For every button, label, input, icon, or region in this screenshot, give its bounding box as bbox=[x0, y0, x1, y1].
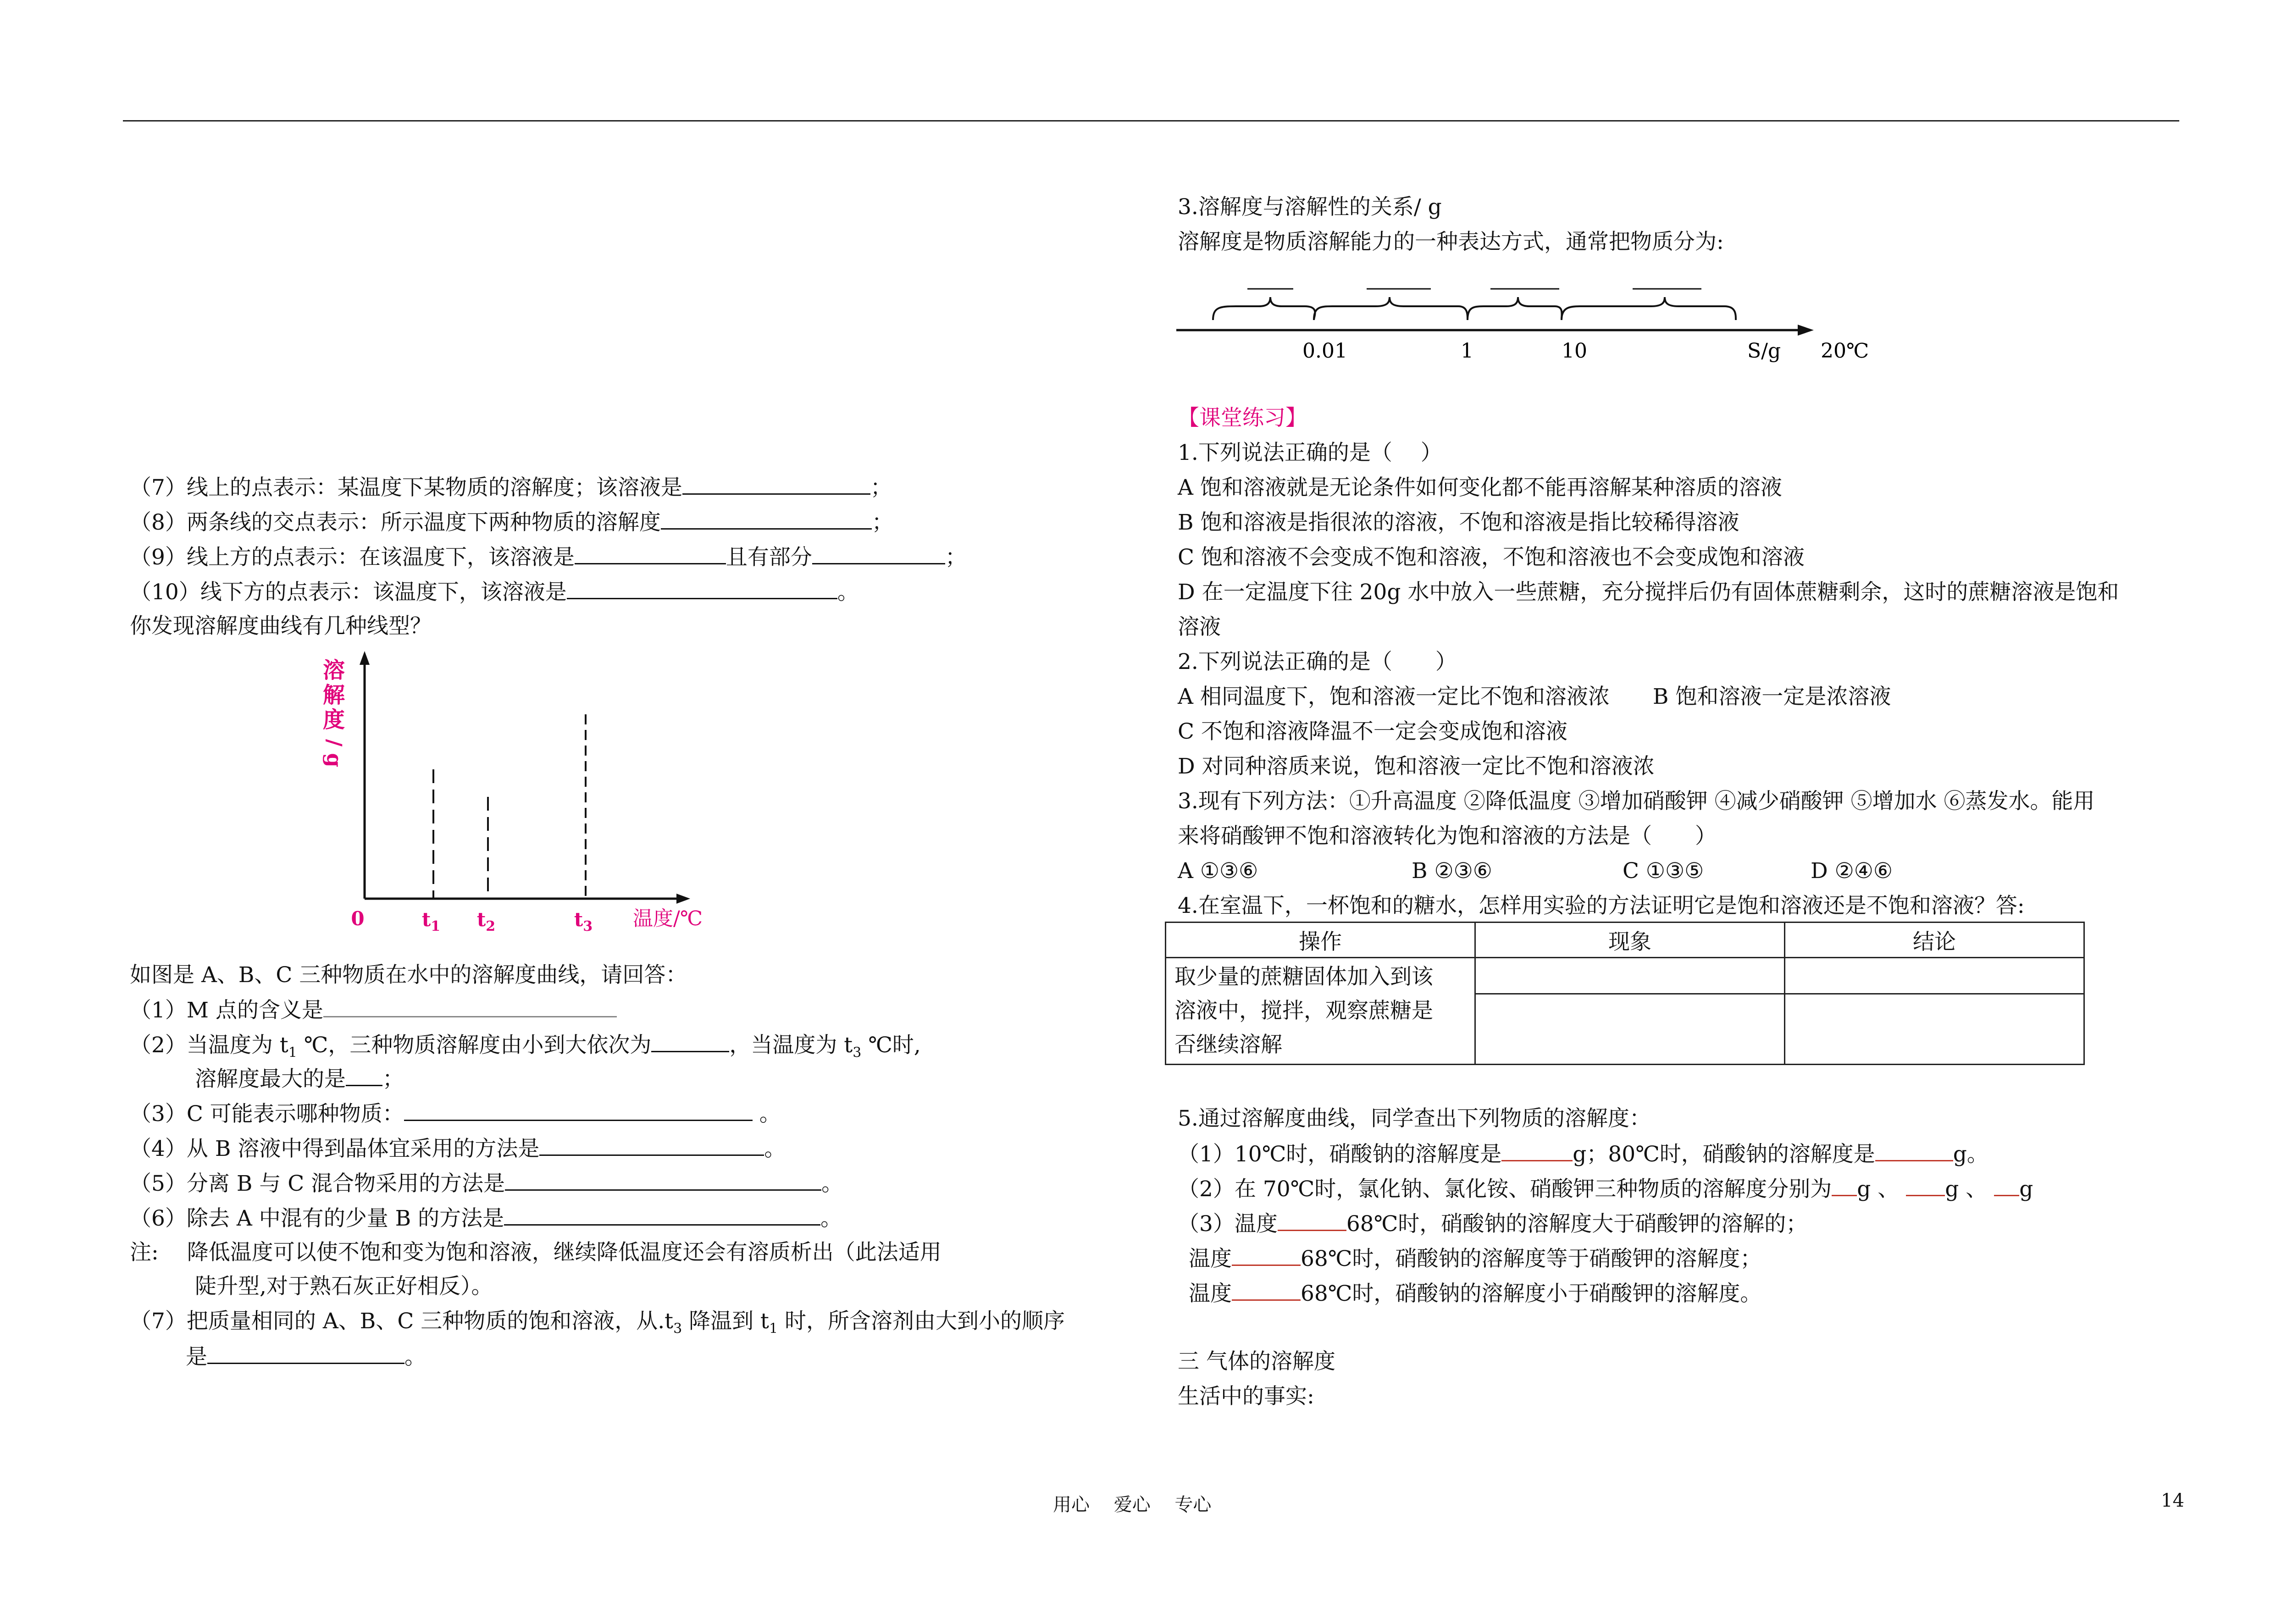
t3-label: $t_3$ bbox=[574, 908, 593, 934]
table-header-row bbox=[1166, 922, 2084, 958]
y-label-1: 溶 bbox=[322, 657, 345, 683]
practice-3-option-d: D ②④⑥ bbox=[1811, 858, 1893, 884]
answer-7-cont: 是 。 bbox=[186, 1342, 426, 1371]
practice-1-a: A 饱和溶液就是无论条件如何变化都不能再溶解某种溶质的溶液 bbox=[1178, 475, 1782, 500]
practice-3: 3.现有下列方法：①升高温度 ②降低温度 ③增加硝酸钾 ④减少硝酸钾 ⑤增加水 ⑥蒸发水。能用 bbox=[1178, 789, 2095, 814]
answer-2-cont: 溶解度最大的是 ； bbox=[195, 1065, 404, 1093]
y-label-5: g bbox=[322, 753, 346, 768]
item-10: （10）线下方的点表示：该温度下，该溶液是 。 bbox=[130, 578, 859, 606]
practice-1: 1.下列说法正确的是（ ） bbox=[1178, 440, 1442, 465]
note-2: 陡升型,对于熟石灰正好相反）。 bbox=[195, 1274, 493, 1299]
practice-5-2: （2）在 70℃时，氯化钠、氯化铵、硝酸钾三种物质的溶解度分别为 g 、 g 、 g bbox=[1178, 1175, 2033, 1203]
practice-4: 4.在室温下，一杯饱和的糖水，怎样用实验的方法证明它是饱和溶液还是不饱和溶液？答: bbox=[1178, 893, 2025, 918]
practice-3-option-a: A ①③⑥ bbox=[1178, 858, 1258, 884]
scale-temp: 20℃ bbox=[1821, 339, 1869, 363]
practice-3-option-b: B ②③⑥ bbox=[1412, 858, 1492, 884]
practice-1-d: D 在一定温度下往 20g 水中放入一些蔗糖，充分搅拌后仍有固体蔗糖剩余，这时的蔗糖溶液是饱和 bbox=[1178, 580, 2119, 605]
answer-5: （5）分离 B 与 C 混合物采用的方法是 。 bbox=[130, 1169, 843, 1198]
y-label-2: 解 bbox=[322, 682, 345, 708]
item-8: （8）两条线的交点表示：所示温度下两种物质的溶解度 ； bbox=[130, 508, 893, 536]
answer-6: （6）除去 A 中混有的少量 B 的方法是 。 bbox=[130, 1204, 842, 1232]
t2-label: $t_2$ bbox=[476, 908, 496, 934]
solubility-graph bbox=[316, 651, 729, 935]
table-cell-conclusion-2 bbox=[1785, 994, 2084, 1065]
section-3-heading: 3.溶解度与溶解性的关系/ g bbox=[1178, 194, 1442, 220]
x-axis-label: 温度/℃ bbox=[633, 907, 703, 930]
table-header-phenomenon: 现象 bbox=[1475, 922, 1785, 958]
section-3-desc: 溶解度是物质溶解能力的一种表达方式，通常把物质分为: bbox=[1178, 229, 1724, 254]
table-header-operation: 操作 bbox=[1166, 922, 1475, 958]
answer-4: （4）从 B 溶液中得到晶体宜采用的方法是 。 bbox=[130, 1134, 786, 1163]
table-header-conclusion: 结论 bbox=[1785, 922, 2084, 958]
y-label-4: / bbox=[322, 739, 346, 747]
scale-axis-arrow bbox=[1798, 325, 1814, 336]
practice-2: 2.下列说法正确的是（ ） bbox=[1178, 649, 1457, 674]
answer-1: （1）M 点的含义是 bbox=[130, 996, 617, 1024]
answer-2: （2）当温度为 $t_1$ ℃，三种物质溶解度由小到大依次为 ，当温度为 $t_3$ ℃时, bbox=[130, 1031, 921, 1066]
scale-unit: S/g bbox=[1747, 339, 1781, 363]
origin-label: 0 bbox=[351, 907, 365, 930]
header-rule bbox=[123, 120, 2179, 122]
practice-2-c: C 不饱和溶液降温不一定会变成饱和溶液 bbox=[1178, 719, 1567, 744]
y-axis-arrow bbox=[360, 651, 370, 665]
practice-5-3: （3）温度 68℃时，硝酸钠的溶解度大于硝酸钾的溶解的； bbox=[1178, 1210, 1807, 1238]
practice-5-5: 温度 68℃时，硝酸钠的溶解度小于硝酸钾的溶解度。 bbox=[1189, 1279, 1761, 1308]
practice-2-a: A 相同温度下，饱和溶液一定比不饱和溶液浓 B 饱和溶液一定是浓溶液 bbox=[1178, 684, 1891, 709]
note-1: 注: 降低温度可以使不饱和变为饱和溶液，继续降低温度还会有溶质析出（此法适用 bbox=[130, 1240, 942, 1265]
practice-1-d-cont: 溶液 bbox=[1178, 614, 1221, 640]
answer-3: （3）C 可能表示哪种物质： 。 bbox=[130, 1099, 781, 1128]
practice-5-1: （1）10℃时，硝酸钠的溶解度是 g；80℃时，硝酸钠的溶解度是 g。 bbox=[1178, 1140, 1988, 1168]
page-number: 14 bbox=[2161, 1490, 2184, 1511]
practice-2-d: D 对同种溶质来说，饱和溶液一定比不饱和溶液浓 bbox=[1178, 754, 1655, 779]
question-intro: 如图是 A、B、C 三种物质在水中的溶解度曲线，请回答： bbox=[130, 962, 687, 988]
scale-value-1: 0.01 bbox=[1302, 339, 1347, 363]
brace-2 bbox=[1314, 297, 1468, 320]
table-cell-conclusion-1 bbox=[1785, 958, 2084, 994]
table-row bbox=[1166, 958, 2084, 994]
t1-label: $t_1$ bbox=[421, 908, 441, 934]
brace-4 bbox=[1562, 297, 1736, 320]
scale-value-2: 1 bbox=[1461, 339, 1473, 363]
practice-5-4: 温度 68℃时，硝酸钠的溶解度等于硝酸钾的溶解度； bbox=[1189, 1244, 1761, 1273]
table-cell-operation: 取少量的蔗糖固体加入到该 溶液中，搅拌，观察蔗糖是 否继续溶解 bbox=[1166, 958, 1475, 1065]
practice-title: 【课堂练习】 bbox=[1178, 405, 1307, 431]
table-cell-phenomenon-1 bbox=[1475, 958, 1785, 994]
y-label-3: 度 bbox=[322, 707, 345, 733]
x-axis-arrow bbox=[676, 894, 690, 904]
practice-1-c: C 饱和溶液不会变成不饱和溶液，不饱和溶液也不会变成饱和溶液 bbox=[1178, 545, 1805, 570]
table-cell-phenomenon-2 bbox=[1475, 994, 1785, 1065]
section-3-gas-heading: 三 气体的溶解度 bbox=[1178, 1349, 1335, 1374]
life-facts: 生活中的事实: bbox=[1178, 1384, 1314, 1409]
item-7: （7）线上的点表示：某温度下某物质的溶解度；该溶液是 ； bbox=[130, 473, 892, 502]
practice-1-b: B 饱和溶液是指很浓的溶液，不饱和溶液是指比较稀得溶液 bbox=[1178, 510, 1739, 535]
curve-question: 你发现溶解度曲线有几种线型？ bbox=[130, 613, 432, 639]
brace-1 bbox=[1213, 297, 1315, 320]
experiment-table bbox=[1165, 922, 2085, 1065]
item-9: （9）线上方的点表示：在该温度下，该溶液是 且有部分 ； bbox=[130, 543, 967, 571]
footer-slogan: 用心 爱心 专心 bbox=[1053, 1494, 1212, 1515]
answer-7: （7）把质量相同的 A、B、C 三种物质的饱和溶液，从$.t_3$ 降温到 $t_1$ 时，所含溶剂由大到小的顺序 bbox=[130, 1309, 1065, 1337]
scale-value-3: 10 bbox=[1562, 339, 1587, 363]
practice-3-cont: 来将硝酸钾不饱和溶液转化为饱和溶液的方法是（ ） bbox=[1178, 823, 1717, 849]
practice-3-option-c: C ①③⑤ bbox=[1623, 858, 1704, 884]
solubility-scale bbox=[1174, 271, 1889, 376]
brace-3 bbox=[1468, 297, 1562, 320]
practice-5: 5.通过溶解度曲线，同学查出下列物质的溶解度： bbox=[1178, 1106, 1651, 1131]
